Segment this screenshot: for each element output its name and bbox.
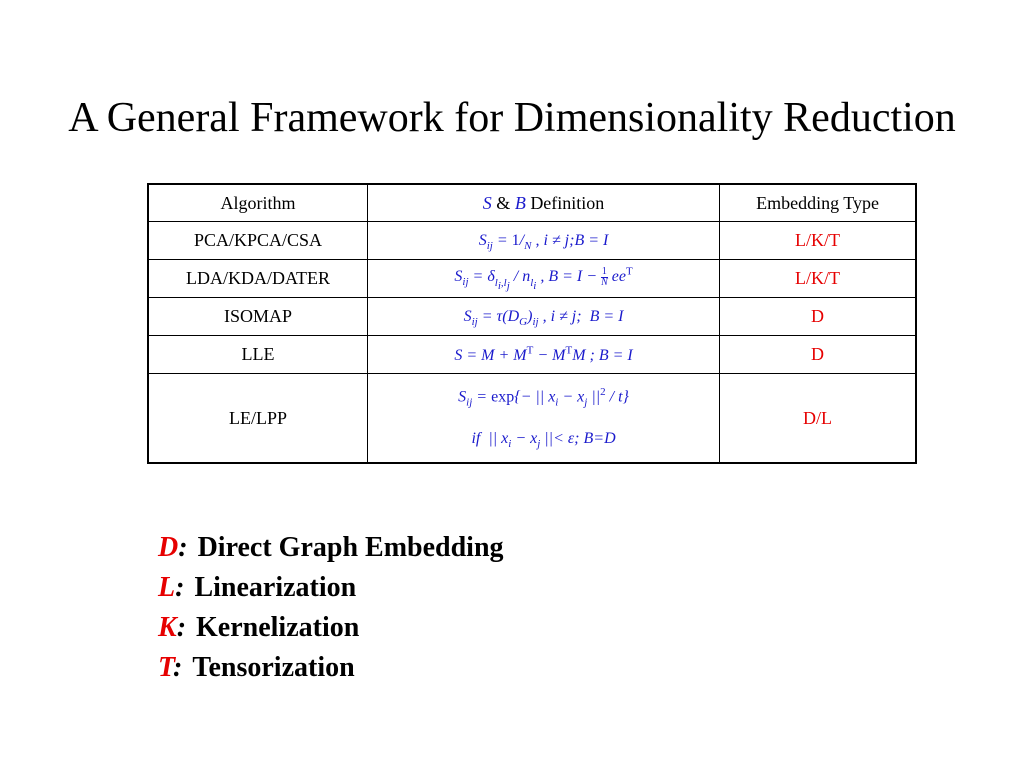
legend-label: Kernelization [196,612,360,643]
table-row [148,260,916,298]
embedding-type-cell: L/K/T [720,260,916,298]
table-header-row [148,184,916,222]
header-ampersand: & [496,192,511,213]
legend-key: L [158,572,176,603]
legend-key: T [158,652,174,683]
legend-item: D: Direct Graph Embedding [158,532,504,563]
algorithm-cell: ISOMAP [148,298,368,336]
embedding-type-cell: D/L [720,374,916,464]
legend-item: K: Kernelization [158,612,360,643]
table-row [148,222,916,260]
table-row [148,336,916,374]
legend [158,528,504,688]
header-algorithm: Algorithm [148,184,368,222]
header-embedding-type: Embedding Type [720,184,916,222]
definition-formula: $S_{ij} = \exp\{-$ || $x_i - x_j$ $||^2 / t$} if || $x_i - x_j$ ||< ε; B=D [368,374,720,464]
framework-table [147,183,917,464]
legend-item: T: Tensorization [158,652,355,683]
slide-title: A General Framework for Dimensionality Reduction [68,95,956,141]
legend-label: Tensorization [192,652,355,683]
definition-formula: $S_{ij} = \delta_{l_i,l_j} / n_{l_i}$ , B = I − $\frac{1}{N}$ $ee^T$ [368,260,720,298]
embedding-type-cell: D [720,298,916,336]
embedding-type-cell: D [720,336,916,374]
definition-formula: $S_{ij} = 1/_N$ , i ≠ j;B = I [368,222,720,260]
algorithm-cell: PCA/KPCA/CSA [148,222,368,260]
header-b-symbol: B [514,192,526,213]
header-s-symbol: S [482,192,492,213]
algorithm-cell: LDA/KDA/DATER [148,260,368,298]
header-definition-word: Definition [530,192,605,213]
definition-formula: $S_{ij} = \tau(D_G)_{ij}$ , i ≠ j; B = I [368,298,720,336]
legend-key: D [158,532,179,563]
legend-item: L: Linearization [158,572,357,603]
legend-label: Linearization [194,572,357,603]
algorithm-cell: LE/LPP [148,374,368,464]
legend-label: Direct Graph Embedding [197,532,504,563]
table-row [148,298,916,336]
definition-formula: $S = M + M^T - M^TM$ ; B = I [368,336,720,374]
embedding-type-cell: L/K/T [720,222,916,260]
header-definition [368,184,720,222]
algorithm-cell: LLE [148,336,368,374]
table-row [148,374,916,464]
legend-key: K [158,612,177,643]
